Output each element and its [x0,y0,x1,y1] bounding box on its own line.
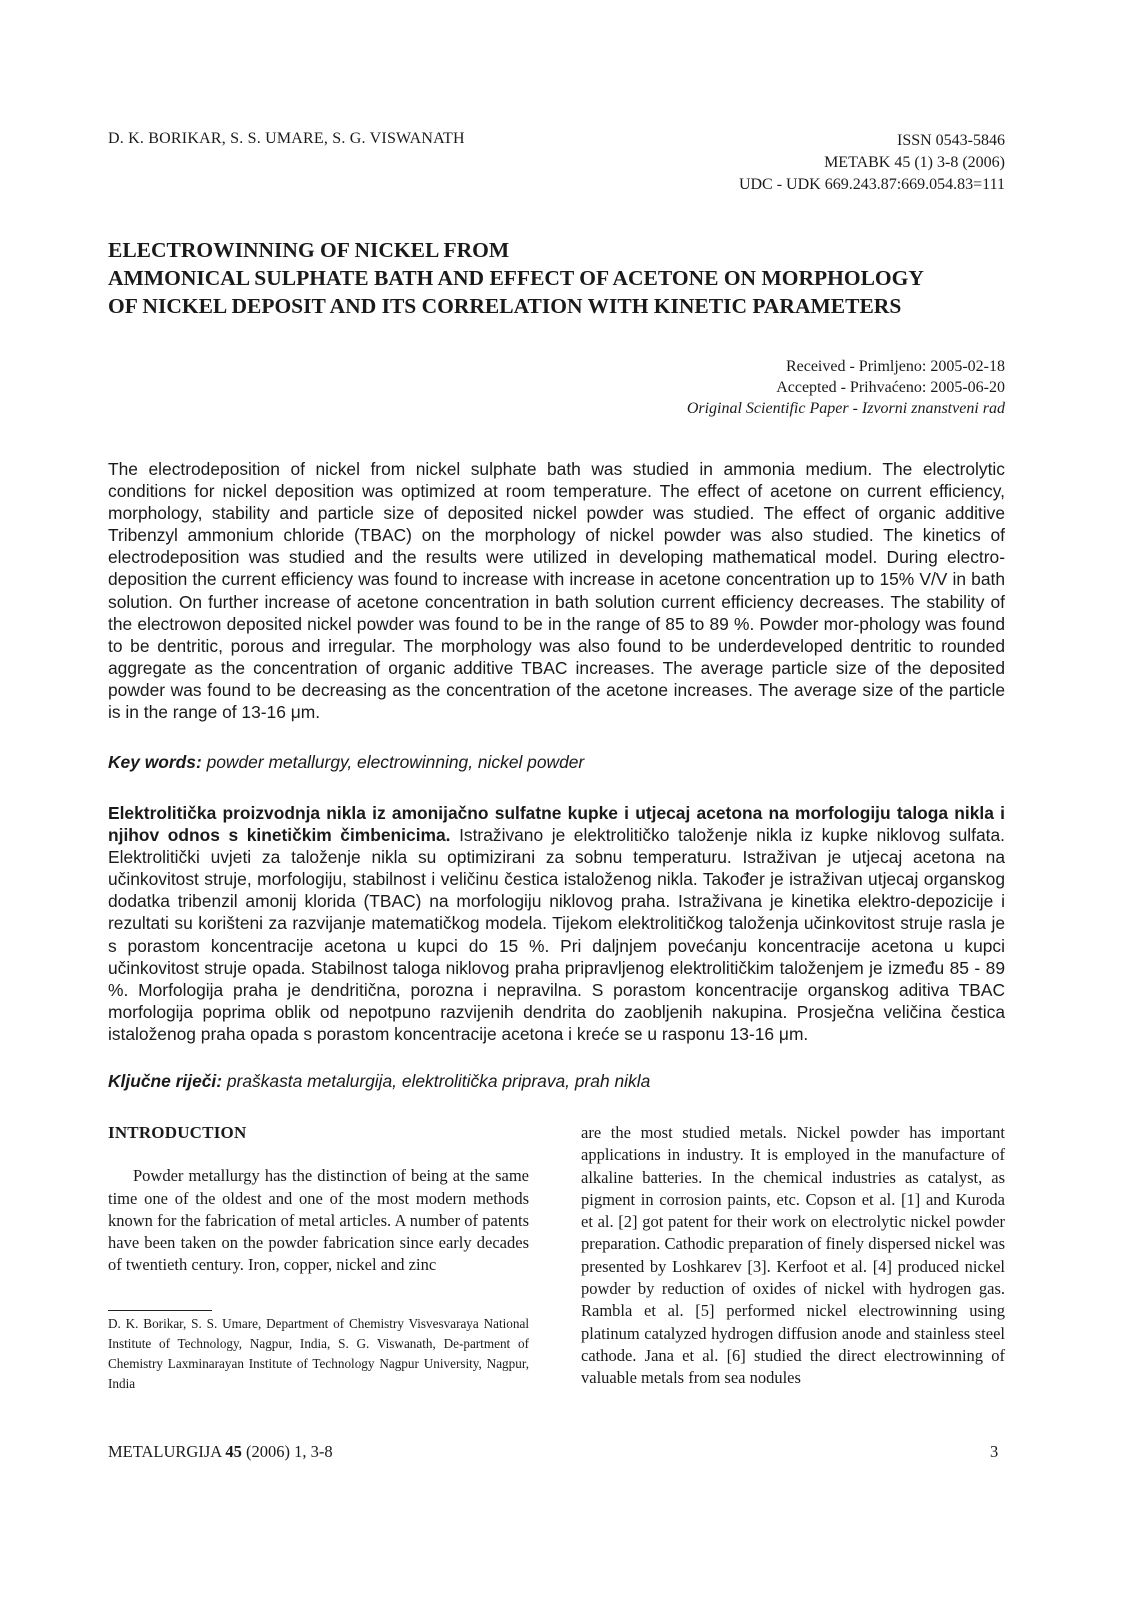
left-column [108,1122,529,1277]
paper-dates [687,356,1005,419]
title-line-3: OF NICKEL DEPOSIT AND ITS CORRELATION WITH KINETIC PARAMETERS [108,294,902,318]
keywords-croatian-label: Ključne riječi: [108,1071,223,1091]
paper-title [108,236,1008,320]
header-authors: D. K. BORIKAR, S. S. UMARE, S. G. VISWANATH [108,130,465,147]
paper-type: Original Scientific Paper - Izvorni znanstveni rad [686,400,1005,417]
introduction-paragraph-left: Powder metallurgy has the distinction of being at the same time one of the oldest and one of the most modern methods known for the fabrication of metal articles. A number of patents have been taken on the powder fabrication since early decades of twentieth century. Iron, copper, nickel and zinc [108,1166,529,1275]
page-number: 3 [990,1442,999,1461]
udc: UDC - UDK 669.243.87:669.054.83=111 [738,176,1005,193]
journal-identifiers [739,130,1005,196]
abstract-croatian-title: Elektrolitička proizvodnja nikla iz amonijačno sulfatne kupke i utjecaj acetona na morfologiju taloga nikla i njihov odnos s kinetičkim čimbenicima. [108,803,1005,846]
received-date: Received - Primljeno: 2005-02-18 [785,358,1005,375]
keywords-label: Key words: [108,752,202,772]
keywords-english [108,752,1005,773]
title-line-1: ELECTROWINNING OF NICKEL FROM [108,238,510,262]
footer-journal-prefix: METALURGIJA [108,1442,226,1461]
introduction-heading: INTRODUCTION [108,1123,247,1142]
abstract-croatian-body: Istraživano je elektrolitičko taloženje nikla iz kupke niklovog sulfata. Elektrolitički uvjeti za taloženje nikla su optimizirani za sobnu temperaturu. Istraživan je utjecaj acetona na učinkovitost struje, morfologiju, stabilnost i veličinu čestica istaloženog nikla. Također je istraživan utjecaj organskog dodatka tribenzil amonij klorida (TBAC) na morfologiju niklovog praha. Istraživana je kinetika elektro-depozicije i rezultati su korišteni za razvijanje matematičkog modela. Tijekom elektrolitičkog taloženja učinkovitost struje rasla je s porastom koncentracije acetona u kupci do 15 %. Pri daljnjem povećanju koncentracije acetona u kupci učinkovitost struje opada. Stabilnost taloga niklovog praha pripravljenog elektrolitičkim taloženjem je između 85 - 89 %. Morfologija praha je dendritična, porozna i nepravilna. S porastom koncentracije organskog aditiva TBAC morfologija poprima oblik od nepotpuno razvijenih dendrita do zaobljenih nakupina. Prosječna veličina čestica istaloženog praha opada s porastom koncentracije acetona i kreće se u rasponu 13-16 μm. [108,825,1005,1044]
abstract-croatian [108,802,1005,1045]
author-affiliation-footnote: D. K. Borikar, S. S. Umare, Department of Chemistry Visvesvaraya National Institute of Technology, Nagpur, India, S. G. Viswanath, De-partment of Chemistry Laxminarayan Institute of Technology Nagpur University, Nagpur, India [108,1316,529,1391]
issn: ISSN 0543-5846 [896,132,1005,149]
footer-journal [108,1442,333,1462]
metabk: METABK 45 (1) 3-8 (2006) [824,154,1005,171]
title-line-2: AMMONICAL SULPHATE BATH AND EFFECT OF ACETONE ON MORPHOLOGY [108,266,924,290]
keywords-text: powder metallurgy, electrowinning, nickel powder [206,752,585,772]
footnote-rule [108,1310,212,1311]
introduction-paragraph-right: are the most studied metals. Nickel powder has important applications in industry. It is employed in the manufacture of alkaline batteries. In the chemical industries as catalyst, as pigment in corrosion paints, etc. Copson et al. [1] and Kuroda et al. [2] got patent for their work on electrolytic nickel powder preparation. Cathodic preparation of finely dispersed nickel was presented by Loshkarev [3]. Kerfoot et al. [4] produced nickel powder by reduction of oxides of nickel with hydrogen gas. Rambla et al. [5] performed nickel electrowinning using platinum catalyzed hydrogen diffusion anode and stainless steel cathode. Jana et al. [6] studied the direct electrowinning of valuable metals from sea nodules [581,1123,1005,1388]
accepted-date: Accepted - Prihvaćeno: 2005-06-20 [776,379,1005,396]
footer-volume: 45 [225,1442,242,1461]
footer-journal-suffix: (2006) 1, 3-8 [241,1442,333,1461]
abstract-english: The electrodeposition of nickel from nickel sulphate bath was studied in ammonia medium. The electrolytic conditions for nickel deposition was optimized at room temperature. The effect of acetone on current efficiency, morphology, stability and particle size of deposited nickel powder was studied. The effect of organic additive Tribenzyl ammonium chloride (TBAC) on the morphology of nickel powder was also studied. The kinetics of electrodeposition was studied and the results were utilized in developing mathematical model. During electro-deposition the current efficiency was found to increase with increase in acetone concentration up to 15% V/V in bath solution. On further increase of acetone concentration in bath solution current efficiency decreases. The stability of the electrowon deposited nickel powder was found to be in the range of 85 to 89 %. Powder mor-phology was found to be dentritic, porous and irregular. The morphology was also found to be underdeveloped dentritic to rounded aggregate as the concentration of organic additive TBAC increases. The average particle size of the deposited powder was found to be decreasing as the concentration of the acetone increases. The average size of the particle is in the range of 13-16 μm. [108,459,1005,723]
right-column [581,1122,1005,1390]
keywords-croatian [108,1071,1005,1092]
keywords-croatian-text: praškasta metalurgija, elektrolitička priprava, prah nikla [226,1071,651,1091]
